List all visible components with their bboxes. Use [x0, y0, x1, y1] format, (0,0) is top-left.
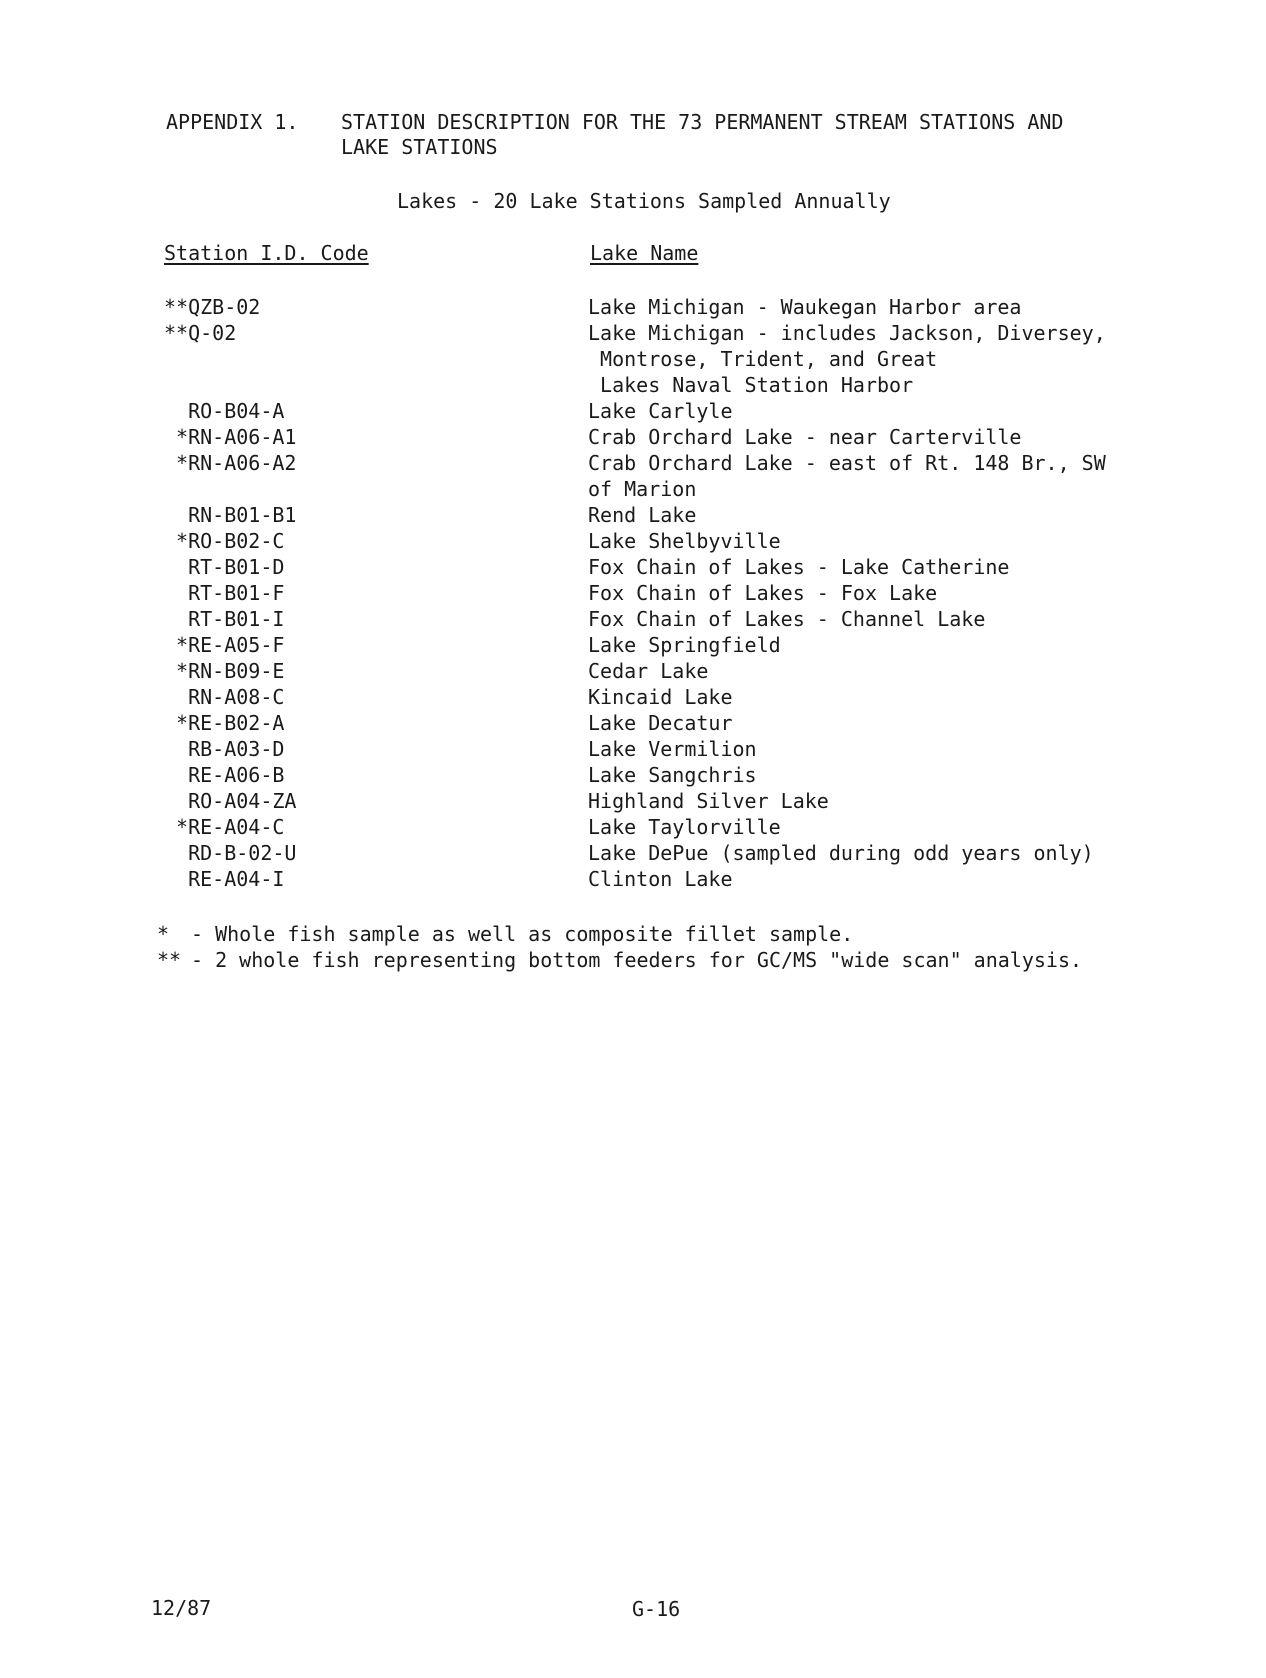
station-code: RT-B01-F: [164, 581, 285, 605]
station-code: RE-A04-I: [164, 867, 285, 891]
station-row: [0, 606, 1266, 632]
lake-name: [588, 502, 1133, 528]
lake-name-line: of Marion: [588, 477, 697, 501]
column-header-lake-name: Lake Name: [590, 241, 699, 265]
column-header-station-code: Station I.D. Code: [164, 241, 369, 265]
station-row: [0, 684, 1266, 710]
lake-name-line: Highland Silver Lake: [588, 789, 829, 813]
station-code: *RN-A06-A2: [164, 451, 297, 475]
lake-name: [588, 606, 1133, 632]
section-subtitle: Lakes - 20 Lake Stations Sampled Annually: [397, 189, 891, 213]
appendix-title-line-1: STATION DESCRIPTION FOR THE 73 PERMANENT STREAM STATIONS AND: [341, 110, 1064, 134]
lake-name: [588, 658, 1133, 684]
station-row: [0, 580, 1266, 606]
lake-name: [588, 398, 1133, 424]
station-code: *RO-B02-C: [164, 529, 285, 553]
station-row: [0, 762, 1266, 788]
station-list: [0, 294, 1266, 892]
station-row: [0, 814, 1266, 840]
lake-name-line: Clinton Lake: [588, 867, 733, 891]
footnote-text: - Whole fish sample as well as composite fillet sample.: [191, 922, 854, 946]
station-code: RN-A08-C: [164, 685, 285, 709]
appendix-title: [341, 110, 1063, 160]
station-code: *RE-A05-F: [164, 633, 285, 657]
station-code: *RE-B02-A: [164, 711, 285, 735]
lake-name: [588, 294, 1133, 320]
lake-name: [588, 554, 1133, 580]
station-row: [0, 554, 1266, 580]
station-row: [0, 424, 1266, 450]
lake-name-line: Lake Michigan - Waukegan Harbor area: [588, 295, 1022, 319]
lake-name: [588, 528, 1133, 554]
station-code: *RN-A06-A1: [164, 425, 297, 449]
station-code: RD-B-02-U: [164, 841, 297, 865]
station-code: *RE-A04-C: [164, 815, 285, 839]
lake-name-line: Fox Chain of Lakes - Fox Lake: [588, 581, 938, 605]
lake-name-line: Fox Chain of Lakes - Lake Catherine: [588, 555, 1010, 579]
lake-name-line: Lakes Naval Station Harbor: [588, 373, 914, 397]
footnote: [157, 947, 1082, 973]
lake-name-line: Fox Chain of Lakes - Channel Lake: [588, 607, 986, 631]
lake-name-line: Rend Lake: [588, 503, 697, 527]
station-row: [0, 736, 1266, 762]
lake-name-line: Kincaid Lake: [588, 685, 733, 709]
footnote-text: - 2 whole fish representing bottom feeders for GC/MS "wide scan" analysis.: [191, 948, 1083, 972]
footnote-marker: *: [157, 922, 170, 946]
station-code: RE-A06-B: [164, 763, 285, 787]
lake-name: [588, 866, 1133, 892]
lake-name: [588, 684, 1133, 710]
footnote-marker: **: [157, 948, 182, 972]
station-code: RT-B01-I: [164, 607, 285, 631]
lake-name-line: Lake DePue (sampled during odd years only): [588, 841, 1094, 865]
lake-name: [588, 736, 1133, 762]
lake-name: [588, 450, 1133, 502]
lake-name: [588, 424, 1133, 450]
station-row: [0, 788, 1266, 814]
lake-name-line: Lake Decatur: [588, 711, 733, 735]
lake-name-line: Lake Shelbyville: [588, 529, 781, 553]
station-code: RN-B01-B1: [164, 503, 297, 527]
lake-name-line: Lake Michigan - includes Jackson, Diversey,: [588, 321, 1106, 345]
station-code: **QZB-02: [164, 295, 261, 319]
station-row: [0, 710, 1266, 736]
station-code: **Q-02: [164, 321, 237, 345]
station-row: [0, 658, 1266, 684]
lake-name: [588, 580, 1133, 606]
station-code: RO-B04-A: [164, 399, 285, 423]
station-code: *RN-B09-E: [164, 659, 285, 683]
lake-name-line: Montrose, Trident, and Great: [588, 347, 938, 371]
lake-name: [588, 710, 1133, 736]
station-row: [0, 320, 1266, 398]
lake-name-line: Lake Springfield: [588, 633, 781, 657]
station-code: RT-B01-D: [164, 555, 285, 579]
lake-name: [588, 840, 1133, 866]
lake-name-line: Lake Taylorville: [588, 815, 781, 839]
footer-date: 12/87: [151, 1596, 212, 1620]
lake-name-line: Cedar Lake: [588, 659, 709, 683]
footnote: [157, 921, 1082, 947]
lake-name: [588, 632, 1133, 658]
lake-name-line: Crab Orchard Lake - near Carterville: [588, 425, 1022, 449]
lake-name: [588, 320, 1133, 398]
station-code: RB-A03-D: [164, 737, 285, 761]
station-row: [0, 294, 1266, 320]
footnotes: [157, 921, 1082, 973]
station-code: RO-A04-ZA: [164, 789, 297, 813]
appendix-title-line-2: LAKE STATIONS: [341, 135, 498, 159]
lake-name-line: Crab Orchard Lake - east of Rt. 148 Br., SW: [588, 451, 1106, 475]
station-row: [0, 398, 1266, 424]
station-row: [0, 840, 1266, 866]
lake-name-line: Lake Sangchris: [588, 763, 757, 787]
lake-name: [588, 788, 1133, 814]
station-row: [0, 632, 1266, 658]
station-row: [0, 450, 1266, 502]
lake-name-line: Lake Vermilion: [588, 737, 757, 761]
station-row: [0, 866, 1266, 892]
lake-name: [588, 762, 1133, 788]
lake-name: [588, 814, 1133, 840]
appendix-label: APPENDIX 1.: [166, 110, 299, 134]
station-row: [0, 502, 1266, 528]
page-number: G-16: [632, 1597, 681, 1621]
lake-name-line: Lake Carlyle: [588, 399, 733, 423]
station-row: [0, 528, 1266, 554]
